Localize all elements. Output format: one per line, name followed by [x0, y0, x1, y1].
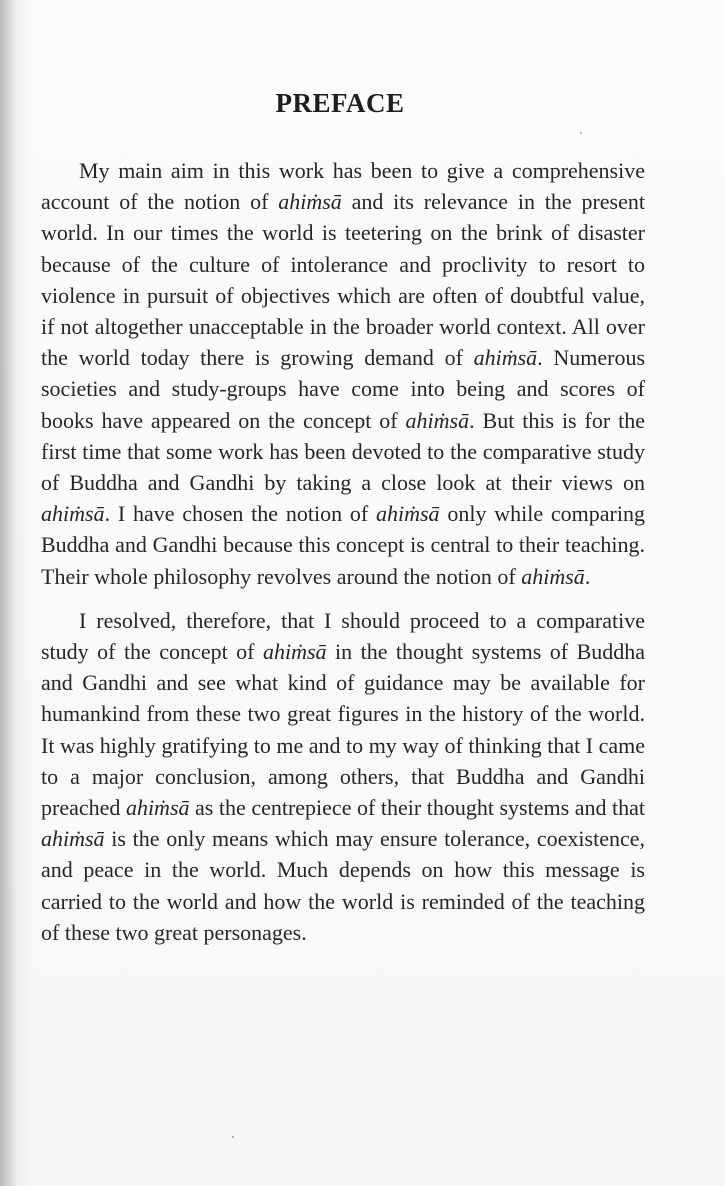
text-run: is the only means which may ensure tolerance, coexistence, and peace in the world. Much depends on how this message is carried to the world and how the world is reminded of the teaching of these two great personages. [41, 826, 645, 945]
text-run: My main aim in this work has been to give a comprehensive account of the notion of [41, 158, 645, 215]
text-run: only while comparing Buddha and Gandhi because this concept is central to their teaching. Their whole philosophy revolves around the notion of [41, 501, 645, 589]
text-run: I resolved, therefore, that I should proceed to a comparative study of the concept of [41, 607, 645, 665]
paragraph [41, 155, 645, 592]
text-run: and its relevance in the present world. In our times the world is teetering on the brink of disaster because of the culture of intolerance and proclivity to resort to violence in pursuit of objectives which are often of doubtful value, if not altogether unacceptable in the broader world context. All over the world today there is growing demand of [41, 189, 645, 371]
italic-term: ahiṁsā [262, 639, 327, 665]
text-run: in the thought systems of Buddha and Gandhi and see what kind of guidance may be available for humankind from these two great figures in the history of the world. It was highly gratifying to me and to my way of thinking that I came to a major conclusion, among others, that Buddha and Gandhi preached [41, 639, 646, 821]
italic-term: ahiṁsā [375, 501, 440, 527]
italic-term: ahiṁsā [405, 407, 470, 433]
italic-term: ahiṁsā [473, 345, 538, 371]
italic-term: ahiṁsā [278, 189, 342, 215]
paper-speck [580, 132, 582, 134]
text-run: . I have chosen the notion of [104, 501, 376, 527]
italic-term: ahiṁsā [125, 795, 190, 821]
text-run: . Numerous societies and study-groups have come into being and scores of books have appeared on the concept of [41, 345, 646, 433]
page-title: PREFACE [275, 88, 405, 118]
paragraph [41, 605, 645, 948]
text-run: . But this is for the first time that some work has been devoted to the comparative study of Buddha and Gandhi by taking a close look at their views on [41, 407, 645, 496]
text-run: as the centrepiece of their thought systems and that [189, 795, 646, 821]
italic-term: ahiṁsā [41, 826, 105, 852]
italic-term: ahiṁsā [41, 501, 105, 527]
binding-shadow [0, 0, 18, 1186]
text-run: . [584, 563, 591, 589]
paper-speck [232, 1136, 234, 1138]
italic-term: ahiṁsā [521, 563, 585, 589]
preface-body [41, 155, 645, 948]
